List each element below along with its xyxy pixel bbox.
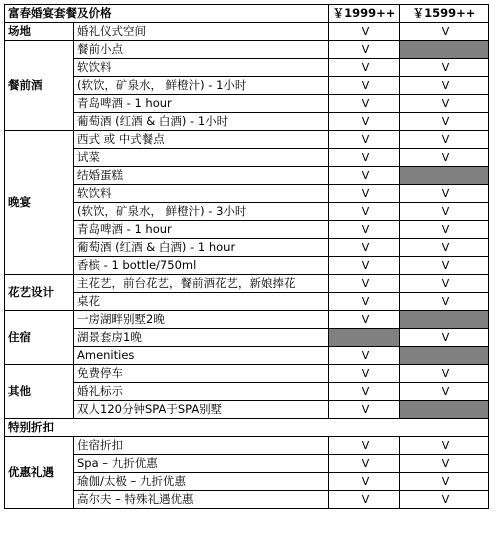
section-row	[5, 419, 489, 437]
check-1999: V	[329, 473, 400, 491]
item-cell: 软饮料	[74, 59, 329, 77]
table-row	[5, 365, 489, 383]
check-1599: V	[400, 113, 489, 131]
table-row	[5, 167, 489, 185]
table-row	[5, 491, 489, 509]
table-row	[5, 239, 489, 257]
check-1999: V	[329, 365, 400, 383]
check-1599: V	[400, 293, 489, 311]
check-1999: V	[329, 275, 400, 293]
table-row	[5, 257, 489, 275]
unavailable-cell	[400, 167, 489, 185]
check-1999: V	[329, 455, 400, 473]
check-1999: V	[329, 293, 400, 311]
item-cell: 试菜	[74, 149, 329, 167]
item-cell: 桌花	[74, 293, 329, 311]
table-row	[5, 59, 489, 77]
item-cell: 免费停车	[74, 365, 329, 383]
item-cell: 餐前小点	[74, 41, 329, 59]
check-1599: V	[400, 203, 489, 221]
check-1599: V	[400, 185, 489, 203]
price-column-1999: ￥1999++	[329, 5, 400, 23]
table-row	[5, 311, 489, 329]
table-row	[5, 473, 489, 491]
check-1999: V	[329, 77, 400, 95]
item-cell: 软饮料	[74, 185, 329, 203]
unavailable-cell	[400, 311, 489, 329]
table-title: 富春婚宴套餐及价格	[5, 5, 329, 23]
item-cell: Spa – 九折优惠	[74, 455, 329, 473]
category-floral: 花艺设计	[5, 275, 74, 311]
category-venue: 场地	[5, 23, 74, 41]
table-row	[5, 41, 489, 59]
check-1999: V	[329, 401, 400, 419]
check-1999: V	[329, 149, 400, 167]
check-1999: V	[329, 311, 400, 329]
table-row	[5, 77, 489, 95]
check-1999: V	[329, 167, 400, 185]
item-cell: 双人120分钟SPA于SPA别墅	[74, 401, 329, 419]
unavailable-cell	[400, 347, 489, 365]
table-row	[5, 131, 489, 149]
check-1999: V	[329, 257, 400, 275]
check-1599: V	[400, 59, 489, 77]
category-predinner: 餐前酒	[5, 41, 74, 131]
check-1599: V	[400, 275, 489, 293]
table-row	[5, 185, 489, 203]
check-1599: V	[400, 365, 489, 383]
table-row	[5, 383, 489, 401]
item-cell: 西式 或 中式餐点	[74, 131, 329, 149]
check-1599: V	[400, 239, 489, 257]
item-cell: 婚礼仪式空间	[74, 23, 329, 41]
table-row	[5, 113, 489, 131]
check-1999: V	[329, 437, 400, 455]
check-1599: V	[400, 149, 489, 167]
check-1999: V	[329, 383, 400, 401]
item-cell: 住宿折扣	[74, 437, 329, 455]
check-1999: V	[329, 41, 400, 59]
table-row	[5, 275, 489, 293]
table-row	[5, 203, 489, 221]
check-1599: V	[400, 329, 489, 347]
item-cell: 湖景套房1晚	[74, 329, 329, 347]
check-1999: V	[329, 491, 400, 509]
check-1999: V	[329, 347, 400, 365]
price-column-1599: ￥1599++	[400, 5, 489, 23]
category-perks: 优惠礼遇	[5, 437, 74, 509]
item-cell: (软饮，矿泉水， 鲜橙汁) - 1小时	[74, 77, 329, 95]
item-cell: 香槟 - 1 bottle/750ml	[74, 257, 329, 275]
item-cell: 高尔夫 – 特殊礼遇优惠	[74, 491, 329, 509]
check-1999: V	[329, 95, 400, 113]
check-1999: V	[329, 113, 400, 131]
item-cell: 瑜伽/太极 – 九折优惠	[74, 473, 329, 491]
category-lodging: 住宿	[5, 311, 74, 365]
table-row	[5, 437, 489, 455]
table-row	[5, 23, 489, 41]
item-cell: 青岛啤酒 - 1 hour	[74, 95, 329, 113]
check-1599: V	[400, 455, 489, 473]
table-row	[5, 293, 489, 311]
check-1999: V	[329, 239, 400, 257]
unavailable-cell	[400, 41, 489, 59]
table-row	[5, 401, 489, 419]
check-1999: V	[329, 23, 400, 41]
table-row	[5, 347, 489, 365]
table-row	[5, 455, 489, 473]
check-1599: V	[400, 491, 489, 509]
item-cell: 一房湖畔别墅2晚	[74, 311, 329, 329]
check-1599: V	[400, 437, 489, 455]
table-row	[5, 221, 489, 239]
item-cell: 结婚蛋糕	[74, 167, 329, 185]
check-1999: V	[329, 203, 400, 221]
item-cell: 葡萄酒 (红酒 & 白酒) - 1 hour	[74, 239, 329, 257]
table-row	[5, 329, 489, 347]
check-1599: V	[400, 383, 489, 401]
category-dinner: 晚宴	[5, 131, 74, 275]
table-row	[5, 95, 489, 113]
check-1999: V	[329, 221, 400, 239]
item-cell: Amenities	[74, 347, 329, 365]
check-1599: V	[400, 95, 489, 113]
section-discount: 特别折扣	[5, 419, 489, 437]
item-cell: 葡萄酒 (红酒 & 白酒) - 1小时	[74, 113, 329, 131]
check-1599: V	[400, 131, 489, 149]
check-1599: V	[400, 257, 489, 275]
header-row	[5, 5, 489, 23]
check-1999: V	[329, 185, 400, 203]
category-other: 其他	[5, 365, 74, 419]
check-1999: V	[329, 59, 400, 77]
check-1599: V	[400, 77, 489, 95]
item-cell: 青岛啤酒 - 1 hour	[74, 221, 329, 239]
item-cell: (软饮，矿泉水， 鲜橙汁) - 3小时	[74, 203, 329, 221]
check-1599: V	[400, 23, 489, 41]
item-cell: 婚礼标示	[74, 383, 329, 401]
check-1599: V	[400, 221, 489, 239]
unavailable-cell	[400, 401, 489, 419]
check-1599: V	[400, 473, 489, 491]
check-1999: V	[329, 131, 400, 149]
table-row	[5, 149, 489, 167]
item-cell: 主花艺，前台花艺，餐前酒花艺，新娘捧花	[74, 275, 329, 293]
unavailable-cell	[329, 329, 400, 347]
wedding-package-price-table	[4, 4, 489, 509]
